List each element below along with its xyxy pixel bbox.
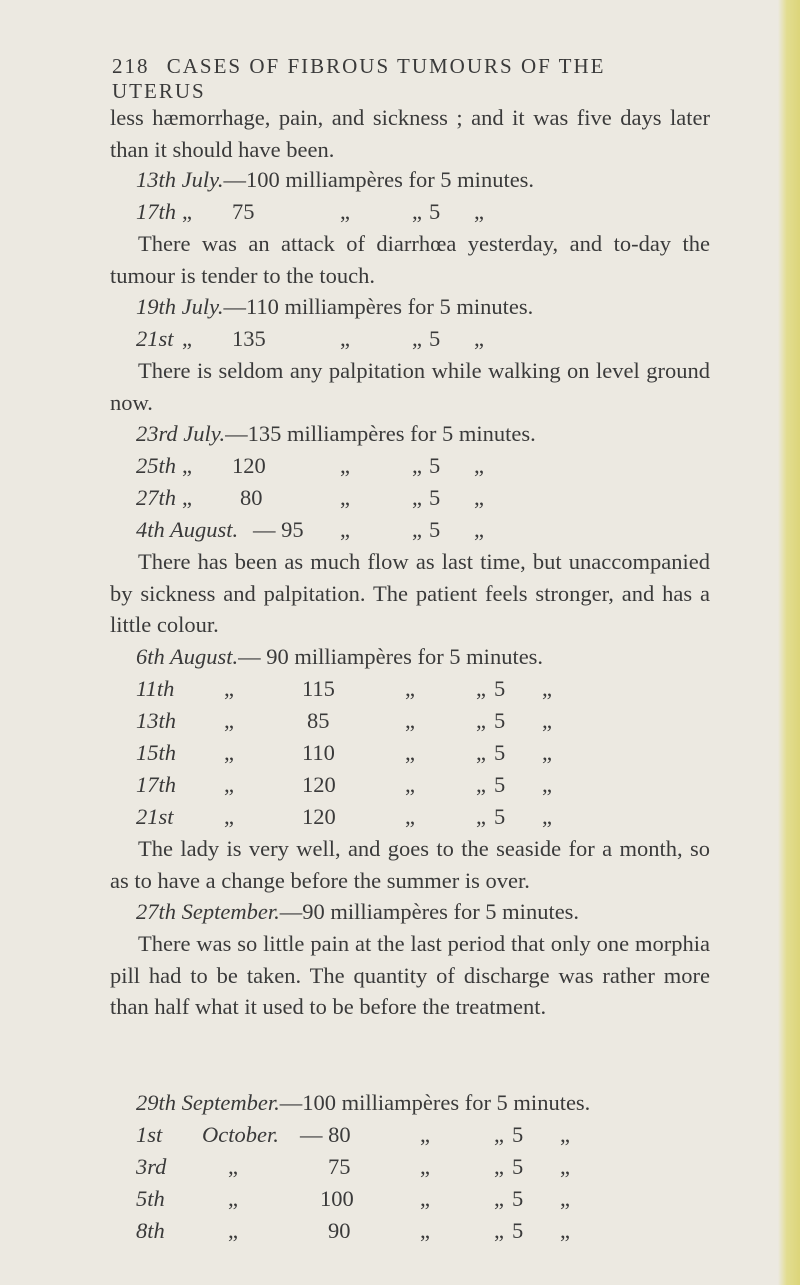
running-head (112, 54, 672, 104)
entry-full: 23rd July.—135 milliampères for 5 minutes. (136, 421, 536, 446)
entry-full: 13th July.—100 milliampères for 5 minutes. (136, 167, 535, 192)
page-number: 218 (112, 54, 150, 78)
paragraph-2: There was an attack of diarrhœa yesterday, and to-day the tumour is tender to the touch. (110, 231, 710, 288)
paragraph-6: There was so little pain at the last period that only one morphia pill had to be taken. The quantity of discharge was rather more than half what it used to be before the treatment. (110, 931, 710, 1019)
entry-full: 29th September.—100 milliampères for 5 minutes. (136, 1090, 591, 1115)
entry-full: 6th August.— 90 milliampères for 5 minutes. (136, 644, 544, 669)
entry-full: 27th September.—90 milliampères for 5 minutes. (136, 899, 580, 924)
paragraph-intro: less hæmorrhage, pain, and sickness ; and it was five days later than it should have been. (110, 105, 710, 162)
running-title: CASES OF FIBROUS TUMOURS OF THE UTERUS (112, 54, 606, 103)
paragraph-3: There is seldom any palpitation while walking on level ground now. (110, 358, 710, 415)
paragraph-5: The lady is very well, and goes to the seaside for a month, so as to have a change before the summer is over. (110, 836, 710, 893)
paragraph-4: There has been as much flow as last time, but unaccompanied by sickness and palpitation. The patient feels stronger, and has a little colour. (110, 549, 710, 637)
page-edge (778, 0, 800, 1285)
entry-full: 19th July.—110 milliampères for 5 minutes. (136, 294, 534, 319)
